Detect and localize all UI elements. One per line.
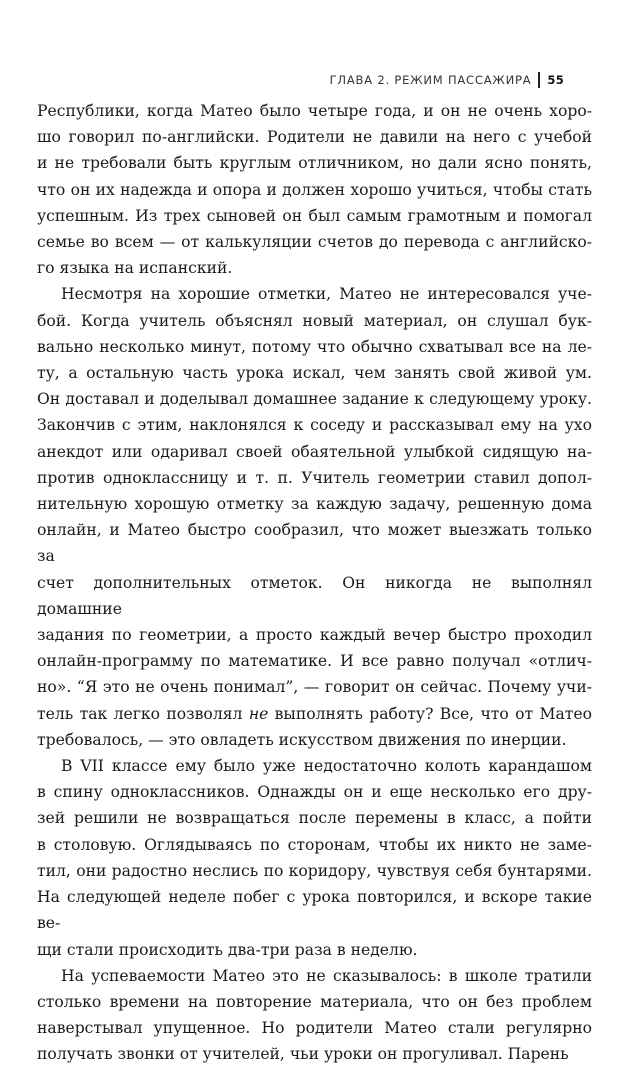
paragraph (37, 98, 592, 281)
text-line: но». “Я это не очень понимал”, — говорит он сейчас. Почему учи- (37, 678, 592, 697)
text-line: Республики, когда Матео было четыре года, и он не очень хоро- (37, 102, 592, 120)
text-line: задания по геометрии, а просто каждый вечер быстро проходил (37, 626, 592, 645)
text-line: го языка на испанский. (37, 259, 233, 278)
text-line: Он доставал и доделывал домашнее задание к следующему уроку. (37, 390, 592, 409)
text-line: столько времени на повторение материала, что он без проблем (37, 992, 592, 1011)
text-line: ту, а остальную часть урока искал, чем занять свой живой ум. (37, 364, 592, 383)
text-line: счет дополнительных отметок. Он никогда не выполнял домашние (37, 573, 592, 618)
header-separator (538, 72, 540, 88)
text-line: тил, они радостно неслись по коридору, чувствуя себя бунтарями. (37, 861, 592, 880)
text-line: успешным. Из трех сыновей он был самым грамотным и помогал (37, 206, 592, 225)
paragraph (37, 753, 592, 963)
text-line: в спину одноклассников. Однажды он и еще несколько его дру- (37, 783, 592, 802)
text-line: щи стали происходить два-три раза в неделю. (37, 940, 418, 959)
chapter-title: ГЛАВА 2. РЕЖИМ ПАССАЖИРА (329, 73, 532, 87)
text-line: получать звонки от учителей, чьи уроки он прогуливал. Парень (37, 1045, 569, 1064)
text-line: семье во всем — от калькуляции счетов до перевода с английско- (37, 233, 592, 252)
text-line: что он их надежда и опора и должен хорошо учиться, чтобы стать (37, 180, 592, 199)
text-line: зей решили не возвращаться после перемены в класс, а пойти (37, 809, 592, 828)
text-line: Несмотря на хорошие отметки, Матео не интересовался уче- (61, 285, 592, 304)
text-line: шо говорил по-английски. Родители не давили на него с учебой (37, 128, 592, 147)
page-number: 55 (547, 73, 564, 87)
body-text (37, 98, 592, 1068)
text-line: тель так легко позволял не выполнять работу? Все, что от Матео (37, 704, 592, 723)
text-line: На следующей неделе побег с урока повторился, и вскоре такие ве- (37, 888, 592, 933)
text-line: онлайн, и Матео быстро сообразил, что может выезжать только за (37, 521, 592, 566)
text-line: онлайн-программу по математике. И все равно получал «отлич- (37, 652, 592, 671)
text-line: против одноклассницу и т. п. Учитель геометрии ставил допол- (37, 468, 592, 487)
text-line: требовалось, — это овладеть искусством движения по инерции. (37, 730, 567, 749)
text-line: вально несколько минут, потому что обычно схватывал все на ле- (37, 337, 592, 356)
text-line: нительную хорошую отметку за каждую задачу, решенную дома (37, 495, 592, 514)
running-head (330, 72, 564, 88)
paragraph (37, 963, 592, 1068)
text-line: На успеваемости Матео это не сказывалось: в школе тратили (61, 966, 592, 985)
text-line: в столовую. Оглядываясь по сторонам, чтобы их никто не заме- (37, 835, 592, 854)
text-line: и не требовали быть круглым отличником, но дали ясно понять, (37, 154, 592, 173)
paragraph (37, 281, 592, 753)
text-line: Закончив с этим, наклонялся к соседу и рассказывал ему на ухо (37, 416, 592, 435)
text-line: бой. Когда учитель объяснял новый материал, он слушал бук- (37, 311, 592, 330)
text-line: анекдот или одаривал своей обаятельной улыбкой сидящую на- (37, 442, 592, 461)
text-line: В VII классе ему было уже недостаточно колоть карандашом (61, 757, 592, 776)
emphasis: не (248, 704, 269, 723)
text-line: наверстывал упущенное. Но родители Матео стали регулярно (37, 1019, 592, 1038)
